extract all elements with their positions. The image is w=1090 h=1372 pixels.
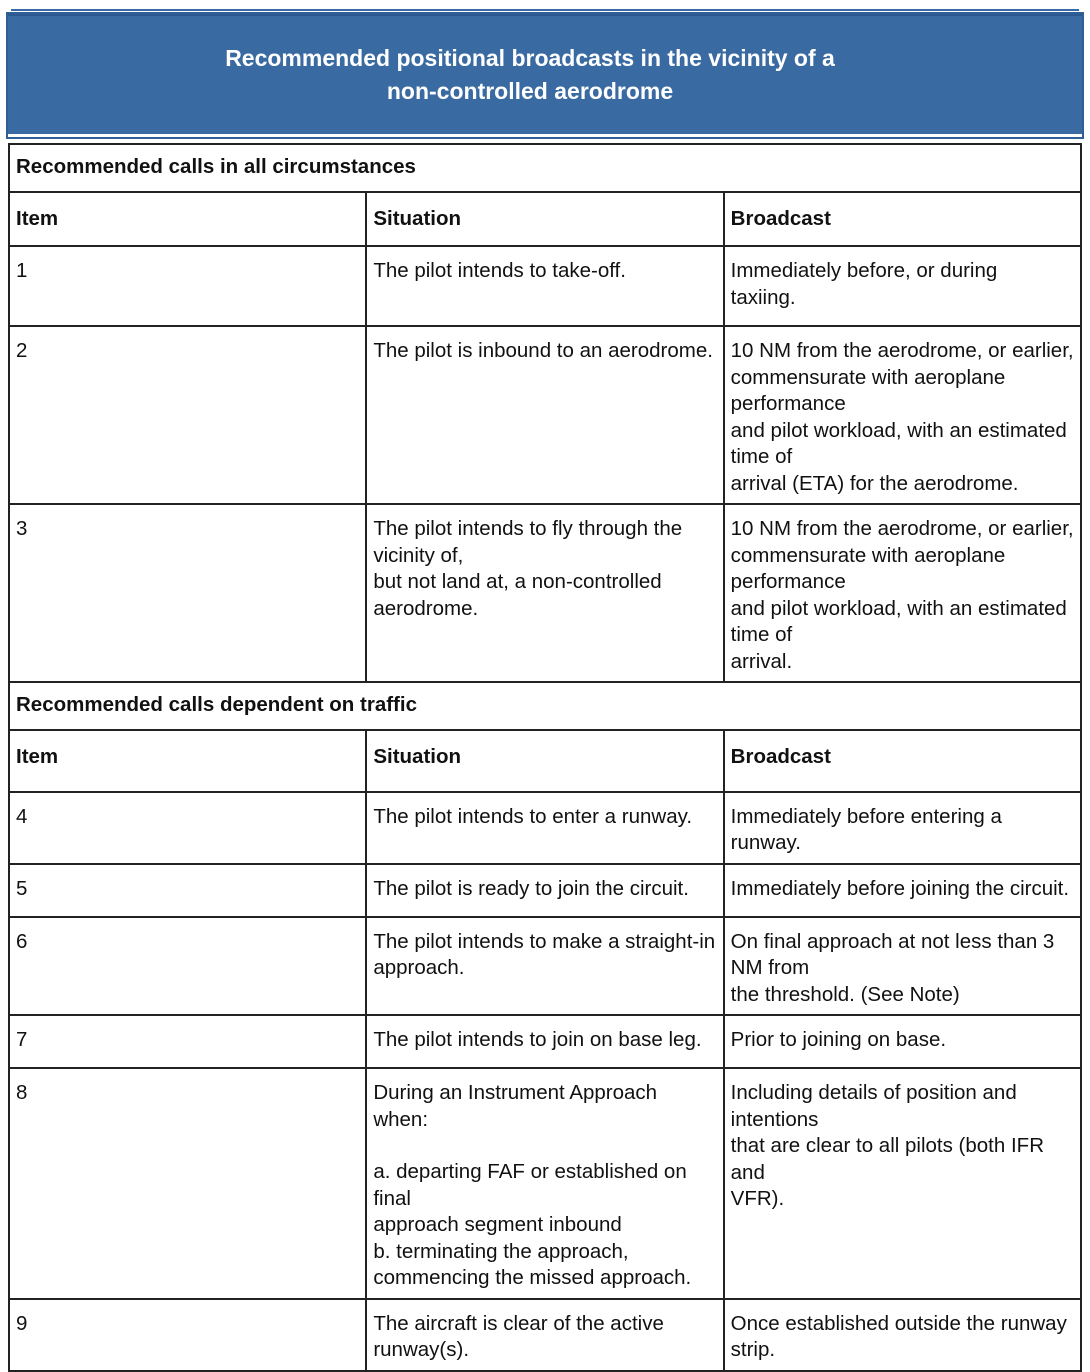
item-number: 6 bbox=[9, 917, 366, 1016]
situation-cell: The pilot is inbound to an aerodrome. bbox=[366, 326, 723, 504]
situation-intro: During an Instrument Approach when: bbox=[373, 1081, 658, 1131]
table-row bbox=[9, 246, 1081, 326]
table-row bbox=[9, 864, 1081, 917]
table-row bbox=[9, 792, 1081, 864]
table-title bbox=[150, 42, 910, 108]
broadcast-cell: 10 NM from the aerodrome, or earlier, commensurate with aeroplane performance and pilot workload, with an estimated time of arrival. bbox=[724, 504, 1081, 682]
section-heading-row bbox=[9, 682, 1081, 730]
situation-cell: The pilot is ready to join the circuit. bbox=[366, 864, 723, 917]
item-number: 1 bbox=[9, 246, 366, 326]
column-header-broadcast: Broadcast bbox=[724, 192, 1081, 247]
situation-cell: The pilot intends to join on base leg. bbox=[366, 1015, 723, 1068]
item-number: 9 bbox=[9, 1299, 366, 1371]
column-header-situation: Situation bbox=[366, 730, 723, 792]
table-row bbox=[9, 917, 1081, 1016]
item-number: 7 bbox=[9, 1015, 366, 1068]
section-heading-row bbox=[9, 144, 1081, 192]
spacer bbox=[373, 1133, 716, 1159]
broadcast-cell: Immediately before joining the circuit. bbox=[724, 864, 1081, 917]
broadcast-table bbox=[8, 143, 1082, 1372]
item-number: 4 bbox=[9, 792, 366, 864]
item-number: 2 bbox=[9, 326, 366, 504]
title-line-1: Recommended positional broadcasts in the vicinity of a bbox=[225, 45, 835, 71]
item-number: 5 bbox=[9, 864, 366, 917]
table-row bbox=[9, 326, 1081, 504]
column-header-item: Item bbox=[9, 730, 366, 792]
broadcast-cell: Once established outside the runway strip. bbox=[724, 1299, 1081, 1371]
broadcast-cell: Including details of position and intentions that are clear to all pilots (both IFR and VFR). bbox=[724, 1068, 1081, 1299]
situation-cell: The pilot intends to make a straight-in approach. bbox=[366, 917, 723, 1016]
broadcast-cell: Immediately before entering a runway. bbox=[724, 792, 1081, 864]
table-row bbox=[9, 1299, 1081, 1371]
title-line-2: non-controlled aerodrome bbox=[386, 78, 674, 104]
broadcast-cell: On final approach at not less than 3 NM from the threshold. (See Note) bbox=[724, 917, 1081, 1016]
column-header-item: Item bbox=[9, 192, 366, 247]
item-number: 8 bbox=[9, 1068, 366, 1299]
broadcast-cell: 10 NM from the aerodrome, or earlier, commensurate with aeroplane performance and pilot workload, with an estimated time of arrival (ETA) for the aerodrome. bbox=[724, 326, 1081, 504]
situation-cell: The aircraft is clear of the active runway(s). bbox=[366, 1299, 723, 1371]
broadcast-cell: Immediately before, or during taxiing. bbox=[724, 246, 1081, 326]
column-header-row bbox=[9, 730, 1081, 792]
table-row bbox=[9, 1068, 1081, 1299]
situation-cell: The pilot intends to fly through the vicinity of, but not land at, a non-controlled aerodrome. bbox=[366, 504, 723, 682]
situation-cell: The pilot intends to take-off. bbox=[366, 246, 723, 326]
situation-sublist: a. departing FAF or established on final approach segment inbound b. terminating the approach, commencing the missed approach. bbox=[373, 1160, 692, 1289]
section-heading: Recommended calls in all circumstances bbox=[9, 144, 1081, 192]
broadcast-table-document bbox=[8, 14, 1082, 1372]
title-banner bbox=[8, 14, 1082, 137]
item-number: 3 bbox=[9, 504, 366, 682]
column-header-broadcast: Broadcast bbox=[724, 730, 1081, 792]
table-row bbox=[9, 1015, 1081, 1068]
column-header-row bbox=[9, 192, 1081, 247]
situation-cell: The pilot intends to enter a runway. bbox=[366, 792, 723, 864]
situation-cell bbox=[366, 1068, 723, 1299]
table-row bbox=[9, 504, 1081, 682]
section-heading: Recommended calls dependent on traffic bbox=[9, 682, 1081, 730]
broadcast-cell: Prior to joining on base. bbox=[724, 1015, 1081, 1068]
column-header-situation: Situation bbox=[366, 192, 723, 247]
